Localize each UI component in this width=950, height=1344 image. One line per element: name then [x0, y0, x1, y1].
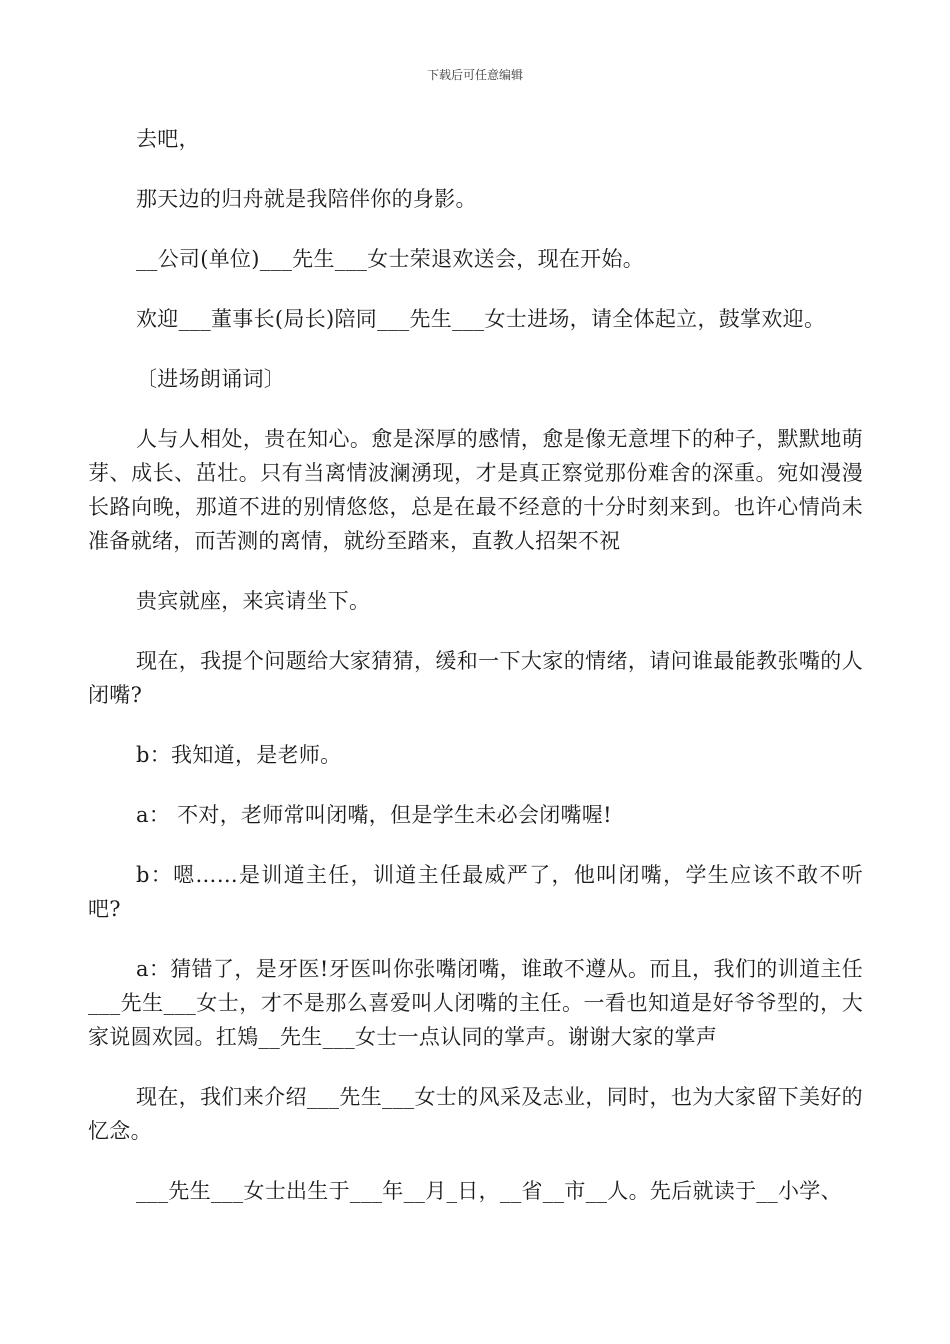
paragraph: b：嗯……是训道主任，训道主任最威严了，他叫闭嘴，学生应该不敢不听吧? [88, 863, 863, 921]
paragraph: 贵宾就座，来宾请坐下。 [136, 589, 371, 613]
paragraph: ___先生___女士出生于___年__月_日，__省__市__人。先后就读于__小学、 [136, 1179, 842, 1203]
page-header: 下载后可任意编辑 [426, 68, 523, 82]
paragraph: 欢迎___董事长(局长)陪同___先生___女士进场，请全体起立，鼓掌欢迎。 [136, 307, 826, 331]
paragraph: 现在，我们来介绍___先生___女士的风采及志业，同时，也为大家留下美好的忆念。 [88, 1085, 863, 1143]
paragraph: 那天边的归舟就是我陪伴你的身影。 [136, 187, 477, 211]
paragraph: b：我知道，是老师。 [136, 743, 342, 767]
paragraph: 〔进场朗诵词〕 [136, 367, 286, 391]
paragraph: 现在，我提个问题给大家猜猜，缓和一下大家的情绪，请问谁最能教张嘴的人闭嘴? [88, 649, 863, 707]
paragraph: 去吧， [136, 127, 200, 151]
paragraph: 人与人相处，贵在知心。愈是深厚的感情，愈是像无意埋下的种子，默默地萌芽、成长、茁壮。只有当离情波澜湧现，才是真正察觉那份难舍的深重。宛如漫漫长路向晚，那道不进的别情悠悠，总是在最不经意的十分时刻来到。也许心情尚未准备就绪，而苦测的离情，就纷至踏来，直教人招架不祝 [88, 427, 863, 553]
document-body [88, 122, 863, 1234]
paragraph: a：猜错了，是牙医!牙医叫你张嘴闭嘴，谁敢不遵从。而且，我们的训道主任___先生___女士，才不是那么喜爱叫人闭嘴的主任。一看也知道是好爷爷型的，大家说圆欢园。扛鴙__先生___女士一点认同的掌声。谢谢大家的掌声 [88, 957, 863, 1049]
paragraph: __公司(单位)___先生___女士荣退欢送会，现在开始。 [136, 247, 645, 271]
paragraph: a： 不对，老师常叫闭嘴，但是学生未必会闭嘴喔! [136, 803, 612, 827]
